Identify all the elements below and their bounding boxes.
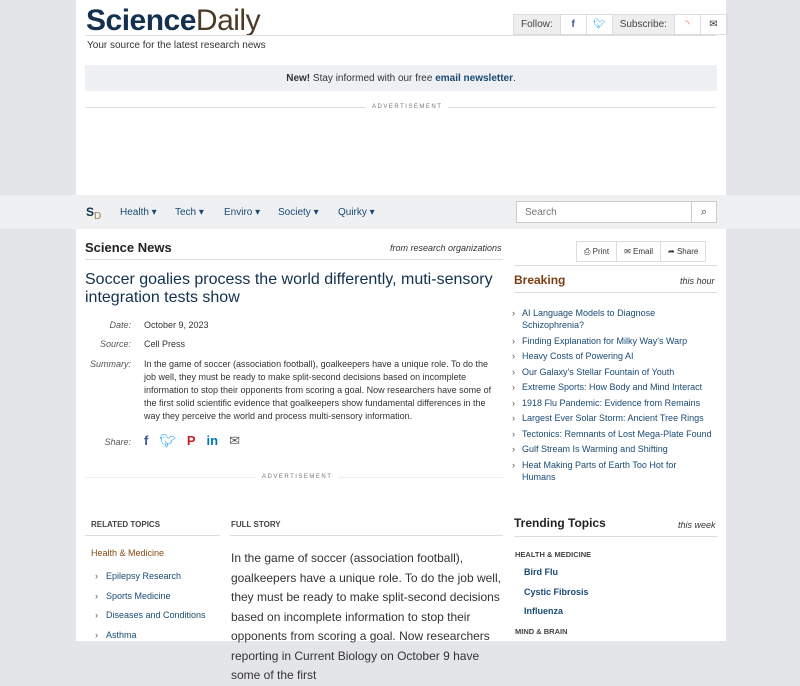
subscribe-label: Subscribe: xyxy=(613,15,675,34)
trending-title: Trending Topics xyxy=(514,516,606,530)
source-label: Source: xyxy=(99,339,131,349)
related-list xyxy=(91,571,221,649)
breaking-title: Breaking xyxy=(514,273,566,287)
nav-society[interactable]: Society ▾ xyxy=(278,207,319,218)
date-label: Date: xyxy=(109,320,131,330)
nav-tech[interactable]: Tech ▾ xyxy=(175,207,204,218)
related-category: Health & Medicine xyxy=(91,548,165,558)
email-icon[interactable]: ✉ xyxy=(701,15,727,34)
twitter-share-icon[interactable]: 🐦︎ xyxy=(159,433,176,448)
email-share-icon[interactable]: ✉ xyxy=(229,433,240,448)
breaking-item[interactable]: › Heat Making Parts of Earth Too Hot for Humans xyxy=(512,459,712,483)
related-item[interactable]: › Epilepsy Research xyxy=(91,571,221,591)
newsletter-banner: New! Stay informed with our free email newsletter . xyxy=(85,65,717,91)
date: October 9, 2023 xyxy=(144,320,209,330)
story-text: In the game of soccer (association football), goalkeepers have a unique role. To do the job well, they must be ready to make split-second decisions based on incomplete information to stop their opponents from scoring a goal. Now researchers reporting in Current Biology on October 9 have some of the first xyxy=(231,551,501,682)
section-title: Science News xyxy=(85,240,172,255)
header xyxy=(76,0,726,195)
related-item[interactable]: › Diseases and Conditions xyxy=(91,610,221,630)
search-box xyxy=(516,201,717,223)
breaking-item[interactable]: › AI Language Models to Diagnose Schizophrenia? xyxy=(512,307,712,331)
follow-label: Follow: xyxy=(514,15,561,34)
breaking-item[interactable]: › Our Galaxy's Stellar Fountain of Youth xyxy=(512,366,712,378)
nav-quirky[interactable]: Quirky ▾ xyxy=(338,207,375,218)
linkedin-share-icon[interactable]: in xyxy=(206,433,219,448)
ad-label: ADVERTISEMENT xyxy=(366,104,448,110)
newsletter-link[interactable]: email newsletter xyxy=(435,72,513,84)
email-button[interactable]: ✉ Email xyxy=(617,242,661,261)
main xyxy=(76,229,726,682)
related-item[interactable]: › Sports Medicine xyxy=(91,591,221,611)
share-label: Share: xyxy=(104,437,131,447)
trending-when: this week xyxy=(678,520,716,530)
trending-category: HEALTH & MEDICINE xyxy=(515,550,592,559)
ad-label-2: ADVERTISEMENT xyxy=(256,474,338,480)
summary-label: Summary: xyxy=(89,359,131,369)
section-subtitle: from research organizations xyxy=(390,243,502,253)
breaking-item[interactable]: › Gulf Stream Is Warming and Shifting xyxy=(512,443,712,455)
share-button[interactable]: ➦ Share xyxy=(668,247,699,256)
article-title: Soccer goalies process the world differently, muti-sensory integration tests show xyxy=(85,271,493,306)
nav-enviro[interactable]: Enviro ▾ xyxy=(224,207,261,218)
breaking-item[interactable]: › Extreme Sports: How Body and Mind Interact xyxy=(512,381,712,393)
nav-health[interactable]: Health ▾ xyxy=(120,207,157,218)
article-tools xyxy=(576,241,706,262)
facebook-icon[interactable]: f xyxy=(561,15,587,34)
breaking-item[interactable]: › 1918 Flu Pandemic: Evidence from Remains xyxy=(512,397,712,409)
trending-item[interactable]: Influenza xyxy=(524,606,564,616)
breaking-item[interactable]: › Heavy Costs of Powering AI xyxy=(512,350,712,362)
breaking-list xyxy=(512,307,712,486)
facebook-share-icon[interactable]: f xyxy=(144,433,149,448)
related-item[interactable]: › Asthma xyxy=(91,630,221,650)
pinterest-share-icon[interactable]: P xyxy=(186,433,196,448)
rss-icon[interactable]: ◝ xyxy=(675,15,701,34)
twitter-icon[interactable]: 🐦︎ xyxy=(587,15,613,34)
related-title: RELATED TOPICS xyxy=(91,520,161,529)
tagline: Your source for the latest research news xyxy=(87,40,266,51)
print-button[interactable]: ⎙ Print xyxy=(577,242,617,261)
breaking-item[interactable]: › Largest Ever Solar Storm: Ancient Tree Rings xyxy=(512,412,712,424)
search-input[interactable] xyxy=(517,202,691,222)
social-bar xyxy=(513,14,728,35)
search-icon[interactable]: ⌕ xyxy=(691,202,716,222)
logo[interactable]: ScienceDaily xyxy=(86,4,261,37)
summary: In the game of soccer (association football), goalkeepers have a unique role. To do the job well, they must be ready to make split-second decisions based on incomplete information to stop their opponents from scoring a goal. Now researchers have some of the first solid scientific evidence that goalkeepers show fundamental differences in the way they perceive the world and process multi-sensory information. xyxy=(144,359,492,421)
breaking-when: this hour xyxy=(680,276,715,286)
trending-item[interactable]: Bird Flu xyxy=(524,567,558,577)
trending-item[interactable]: Cystic Fibrosis xyxy=(524,587,589,597)
sd-logo[interactable]: $S_D$ xyxy=(86,205,102,222)
breaking-item[interactable]: › Finding Explanation for Milky Way's Warp xyxy=(512,335,712,347)
source: Cell Press xyxy=(144,339,186,349)
breaking-item[interactable]: › Tectonics: Remnants of Lost Mega-Plate Found xyxy=(512,428,712,440)
story-title: FULL STORY xyxy=(231,520,281,529)
trending-category: MIND & BRAIN xyxy=(515,627,568,636)
